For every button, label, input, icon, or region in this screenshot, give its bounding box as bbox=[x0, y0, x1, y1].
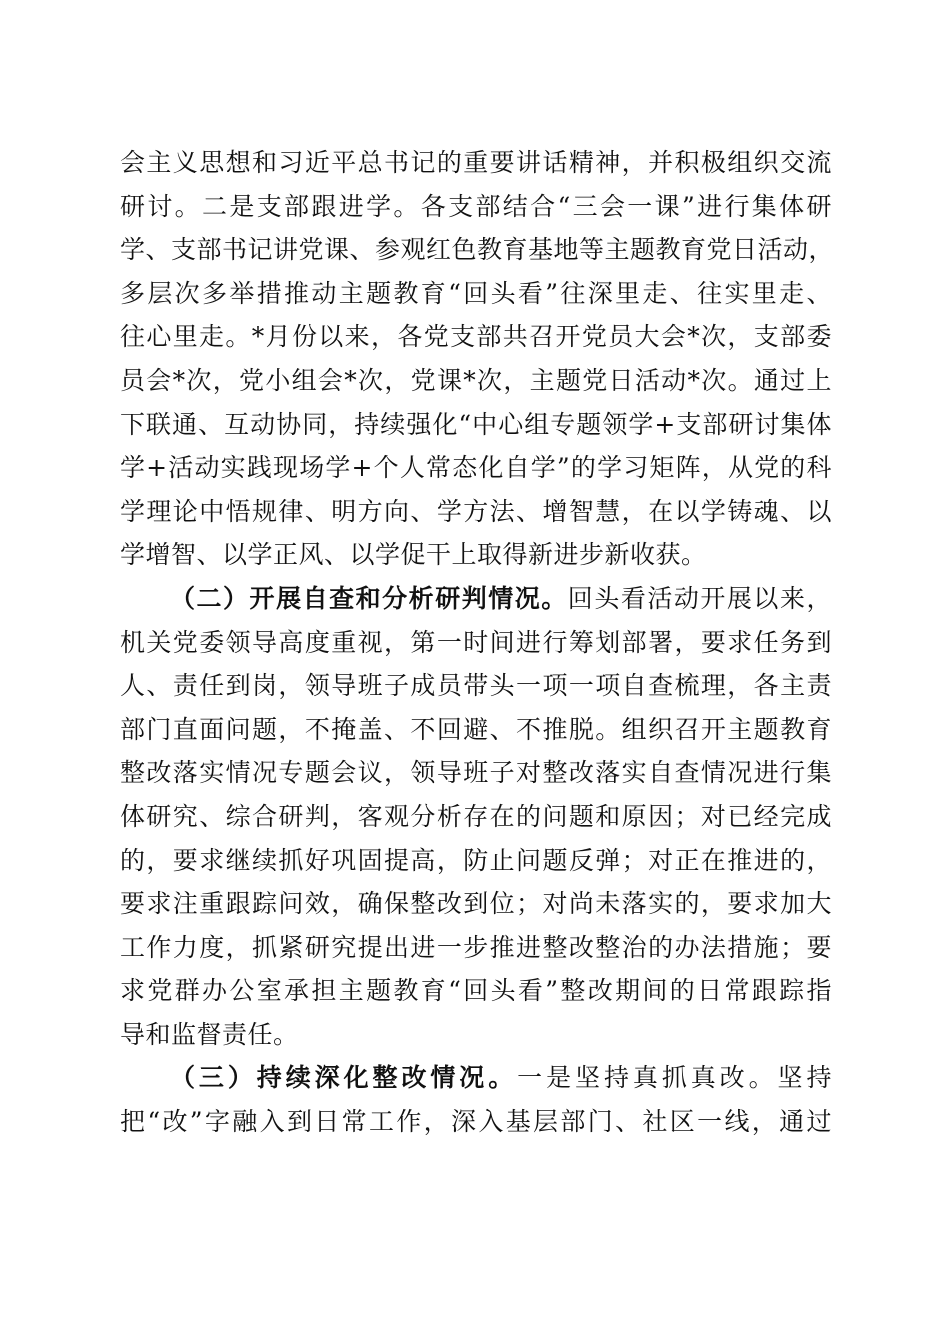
text-line: 部门直面问题，不掩盖、不回避、不推脱。组织召开主题教育 bbox=[120, 714, 832, 744]
text-line: 学、支部书记讲党课、参观红色教育基地等主题教育党日活动， bbox=[120, 235, 835, 265]
text-line: 机关党委领导高度重视，第一时间进行筹划部署，要求任务到 bbox=[120, 627, 832, 657]
text-line: 会主义思想和习近平总书记的重要讲话精神，并积极组织交流 bbox=[120, 148, 832, 177]
text-line: 求党群办公室承担主题教育“回头看”整改期间的日常跟踪指 bbox=[120, 976, 832, 1006]
text-line: 的，要求继续抓好巩固提高，防止问题反弹；对正在推进的， bbox=[120, 845, 832, 875]
section-2 bbox=[120, 577, 832, 1057]
text-line: 往心里走。*月份以来，各党支部共召开党员大会*次，支部委 bbox=[120, 322, 832, 352]
text-line: 下联通、互动协同，持续强化“中心组专题领学+支部研讨集体 bbox=[120, 409, 832, 439]
text-line: 学增智、以学正风、以学促干上取得新进步新收获。 bbox=[120, 540, 707, 570]
text-line: 研讨。二是支部跟进学。各支部结合“三会一课”进行集体研 bbox=[120, 191, 832, 221]
section-3 bbox=[120, 1056, 832, 1143]
text-line: 人、责任到岗，领导班子成员带头一项一项自查梳理，各主责 bbox=[120, 671, 832, 701]
section-heading-line bbox=[120, 577, 832, 621]
text-line: 员会*次，党小组会*次，党课*次，主题党日活动*次。通过上 bbox=[120, 365, 832, 395]
text-span: 回头看活动开展以来， bbox=[567, 583, 832, 613]
section-heading: （二）开展自查和分析研判情况。 bbox=[170, 583, 568, 613]
paragraph-1 bbox=[120, 141, 835, 577]
text-line: 学理论中悟规律、明方向、学方法、增智慧，在以学铸魂、以 bbox=[120, 496, 832, 526]
text-line: 多层次多举措推动主题教育“回头看”往深里走、往实里走、 bbox=[120, 278, 832, 308]
text-line: 工作力度，抓紧研究提出进一步推进整改整治的办法措施；要 bbox=[120, 932, 832, 962]
text-span: 一是坚持真抓真改。坚持 bbox=[517, 1063, 832, 1093]
text-line: 体研究、综合研判，客观分析存在的问题和原因；对已经完成 bbox=[120, 801, 832, 831]
text-line: 要求注重跟踪问效，确保整改到位；对尚未落实的，要求加大 bbox=[120, 889, 832, 919]
section-heading: （三）持续深化整改情况。 bbox=[170, 1063, 518, 1093]
text-line: 整改落实情况专题会议，领导班子对整改落实自查情况进行集 bbox=[120, 758, 832, 788]
document-body bbox=[120, 141, 835, 1144]
text-line: 把“改”字融入到日常工作，深入基层部门、社区一线，通过 bbox=[120, 1107, 832, 1137]
text-line: 导和监督责任。 bbox=[120, 1019, 299, 1049]
text-line: 学+活动实践现场学+个人常态化自学”的学习矩阵，从党的科 bbox=[120, 453, 832, 483]
section-heading-line bbox=[120, 1056, 832, 1100]
